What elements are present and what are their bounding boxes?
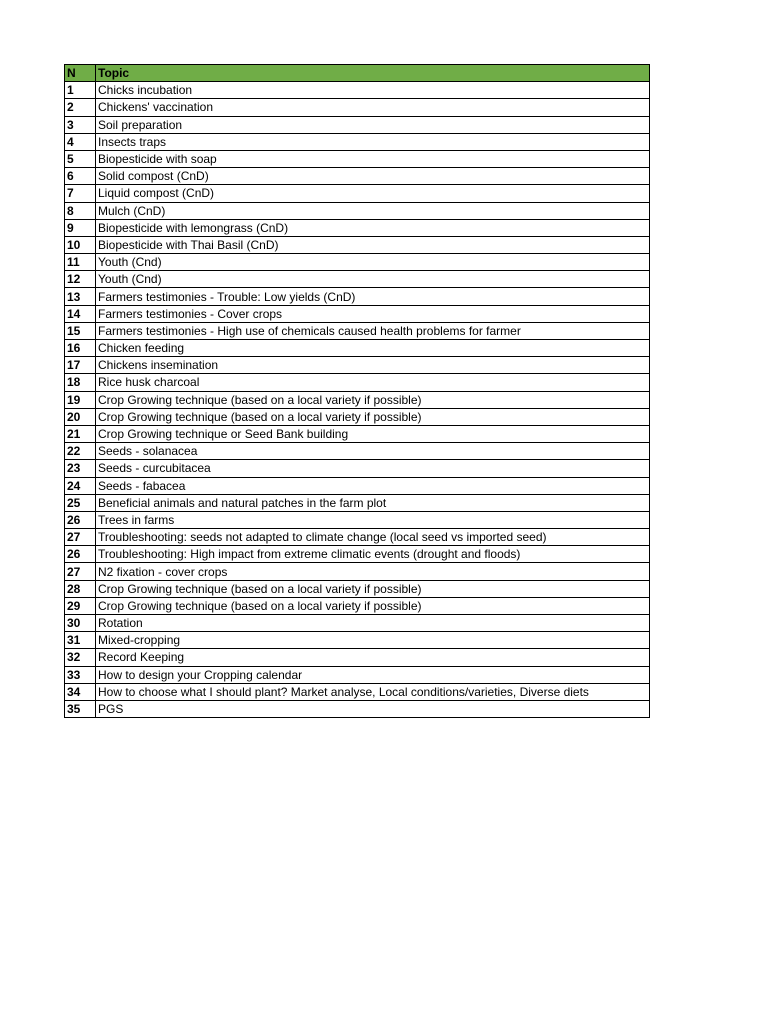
topic-cell: Chickens' vaccination xyxy=(96,99,650,116)
table-row xyxy=(65,563,650,580)
table-row xyxy=(65,185,650,202)
row-number-cell: 4 xyxy=(65,133,96,150)
row-number-cell: 13 xyxy=(65,288,96,305)
table-row xyxy=(65,305,650,322)
topic-cell: Crop Growing technique (based on a local variety if possible) xyxy=(96,391,650,408)
table-row xyxy=(65,168,650,185)
row-number-cell: 1 xyxy=(65,82,96,99)
topic-cell: Youth (Cnd) xyxy=(96,271,650,288)
topic-cell: How to choose what I should plant? Market analyse, Local conditions/varieties, Diverse diets xyxy=(96,683,650,700)
row-number-cell: 11 xyxy=(65,254,96,271)
table-row xyxy=(65,529,650,546)
row-number-cell: 2 xyxy=(65,99,96,116)
row-number-cell: 15 xyxy=(65,322,96,339)
row-number-cell: 34 xyxy=(65,683,96,700)
table-row xyxy=(65,340,650,357)
table-row xyxy=(65,322,650,339)
table-row xyxy=(65,271,650,288)
row-number-cell: 26 xyxy=(65,511,96,528)
row-number-cell: 32 xyxy=(65,649,96,666)
table-row xyxy=(65,683,650,700)
row-number-cell: 31 xyxy=(65,632,96,649)
topic-cell: Liquid compost (CnD) xyxy=(96,185,650,202)
table-row xyxy=(65,133,650,150)
row-number-cell: 27 xyxy=(65,563,96,580)
table-row xyxy=(65,408,650,425)
table-header xyxy=(65,65,650,82)
topic-cell: Biopesticide with lemongrass (CnD) xyxy=(96,219,650,236)
topics-table xyxy=(64,64,650,718)
row-number-cell: 19 xyxy=(65,391,96,408)
table-row xyxy=(65,202,650,219)
row-number-cell: 17 xyxy=(65,357,96,374)
row-number-cell: 3 xyxy=(65,116,96,133)
row-number-cell: 20 xyxy=(65,408,96,425)
topic-cell: How to design your Cropping calendar xyxy=(96,666,650,683)
topic-cell: Trees in farms xyxy=(96,511,650,528)
topic-cell: Seeds - solanacea xyxy=(96,443,650,460)
topic-cell: Chicken feeding xyxy=(96,340,650,357)
row-number-cell: 6 xyxy=(65,168,96,185)
topic-cell: Rotation xyxy=(96,615,650,632)
table-row xyxy=(65,460,650,477)
table-row xyxy=(65,150,650,167)
table-row xyxy=(65,494,650,511)
row-number-cell: 24 xyxy=(65,477,96,494)
row-number-cell: 12 xyxy=(65,271,96,288)
column-header-n: N xyxy=(65,65,96,82)
topic-cell: Crop Growing technique (based on a local variety if possible) xyxy=(96,597,650,614)
topic-cell: Biopesticide with Thai Basil (CnD) xyxy=(96,236,650,253)
topic-cell: Mixed-cropping xyxy=(96,632,650,649)
topic-cell: Crop Growing technique (based on a local variety if possible) xyxy=(96,408,650,425)
topic-cell: Record Keeping xyxy=(96,649,650,666)
table-row xyxy=(65,391,650,408)
row-number-cell: 18 xyxy=(65,374,96,391)
table-row xyxy=(65,477,650,494)
topic-cell: Troubleshooting: seeds not adapted to climate change (local seed vs imported seed) xyxy=(96,529,650,546)
table-row xyxy=(65,357,650,374)
row-number-cell: 8 xyxy=(65,202,96,219)
table-row xyxy=(65,82,650,99)
topic-cell: Youth (Cnd) xyxy=(96,254,650,271)
row-number-cell: 35 xyxy=(65,700,96,717)
table-row xyxy=(65,254,650,271)
table-row xyxy=(65,511,650,528)
topic-cell: N2 fixation - cover crops xyxy=(96,563,650,580)
topic-cell: Crop Growing technique (based on a local variety if possible) xyxy=(96,580,650,597)
table-row xyxy=(65,580,650,597)
topic-cell: Seeds - curcubitacea xyxy=(96,460,650,477)
table-row xyxy=(65,700,650,717)
topic-cell: Beneficial animals and natural patches in the farm plot xyxy=(96,494,650,511)
row-number-cell: 26 xyxy=(65,546,96,563)
table-row xyxy=(65,546,650,563)
topic-cell: Solid compost (CnD) xyxy=(96,168,650,185)
topic-cell: PGS xyxy=(96,700,650,717)
table-row xyxy=(65,99,650,116)
table-row xyxy=(65,649,650,666)
topic-cell: Rice husk charcoal xyxy=(96,374,650,391)
row-number-cell: 29 xyxy=(65,597,96,614)
topic-cell: Biopesticide with soap xyxy=(96,150,650,167)
row-number-cell: 14 xyxy=(65,305,96,322)
row-number-cell: 21 xyxy=(65,425,96,442)
topic-cell: Mulch (CnD) xyxy=(96,202,650,219)
table-row xyxy=(65,236,650,253)
row-number-cell: 16 xyxy=(65,340,96,357)
row-number-cell: 10 xyxy=(65,236,96,253)
table-row xyxy=(65,597,650,614)
table-row xyxy=(65,632,650,649)
table-row xyxy=(65,666,650,683)
row-number-cell: 22 xyxy=(65,443,96,460)
table-row xyxy=(65,443,650,460)
topic-cell: Soil preparation xyxy=(96,116,650,133)
header-row xyxy=(65,65,650,82)
row-number-cell: 33 xyxy=(65,666,96,683)
topic-cell: Farmers testimonies - Trouble: Low yields (CnD) xyxy=(96,288,650,305)
table-body xyxy=(65,82,650,718)
row-number-cell: 5 xyxy=(65,150,96,167)
table-row xyxy=(65,615,650,632)
topic-cell: Farmers testimonies - High use of chemicals caused health problems for farmer xyxy=(96,322,650,339)
topic-cell: Crop Growing technique or Seed Bank building xyxy=(96,425,650,442)
table-row xyxy=(65,116,650,133)
topic-cell: Troubleshooting: High impact from extreme climatic events (drought and floods) xyxy=(96,546,650,563)
row-number-cell: 23 xyxy=(65,460,96,477)
row-number-cell: 27 xyxy=(65,529,96,546)
topic-cell: Seeds - fabacea xyxy=(96,477,650,494)
row-number-cell: 9 xyxy=(65,219,96,236)
topic-cell: Chickens insemination xyxy=(96,357,650,374)
topic-cell: Farmers testimonies - Cover crops xyxy=(96,305,650,322)
table-row xyxy=(65,374,650,391)
row-number-cell: 28 xyxy=(65,580,96,597)
topic-cell: Insects traps xyxy=(96,133,650,150)
row-number-cell: 25 xyxy=(65,494,96,511)
table-row xyxy=(65,288,650,305)
column-header-topic: Topic xyxy=(96,65,650,82)
table-row xyxy=(65,425,650,442)
table-row xyxy=(65,219,650,236)
row-number-cell: 7 xyxy=(65,185,96,202)
topic-cell: Chicks incubation xyxy=(96,82,650,99)
row-number-cell: 30 xyxy=(65,615,96,632)
